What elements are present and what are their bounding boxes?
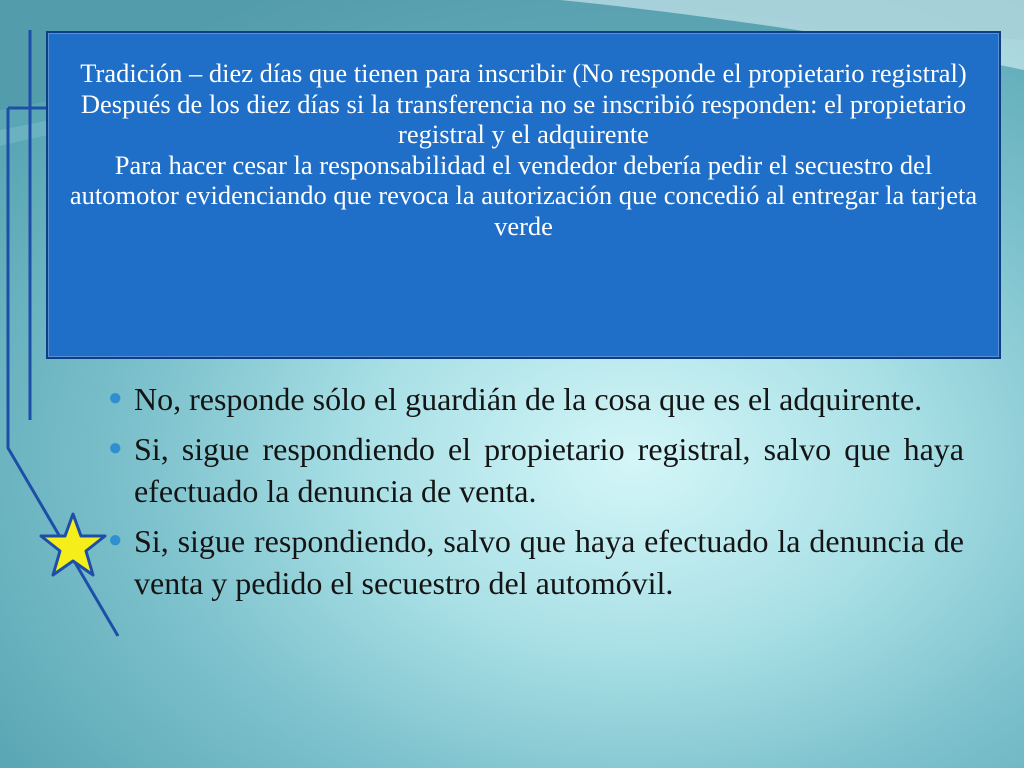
callout-line-cesar: Para hacer cesar la responsabilidad el vendedor debería pedir el secuestro del automotor evidenciando que revoca la autorización que concedió al entregar la tarjeta verde [69, 149, 978, 241]
bullet-icon: ● [108, 527, 123, 553]
list-item [108, 378, 964, 420]
info-callout-box [46, 31, 1001, 359]
answer-list [108, 378, 964, 612]
bullet-icon: ● [108, 435, 123, 461]
callout-line-tradicion: Tradición – diez días que tienen para inscribir (No responde el propietario registral) [80, 58, 967, 88]
list-item-text: No, responde sólo el guardián de la cosa que es el adquirente. [134, 381, 923, 417]
list-item-text: Si, sigue respondiendo, salvo que haya efectuado la denuncia de venta y pedido el secuestro del automóvil. [134, 523, 964, 601]
callout-line-despues: Después de los diez días si la transferencia no se inscribió responden: el propietario registral y el adquirente [80, 88, 967, 149]
list-item [108, 428, 964, 512]
list-item-text: Si, sigue respondiendo el propietario registral, salvo que haya efectuado la denuncia de venta. [134, 431, 964, 509]
star-icon [38, 511, 108, 579]
list-item [108, 520, 964, 604]
bullet-icon: ● [108, 385, 123, 411]
